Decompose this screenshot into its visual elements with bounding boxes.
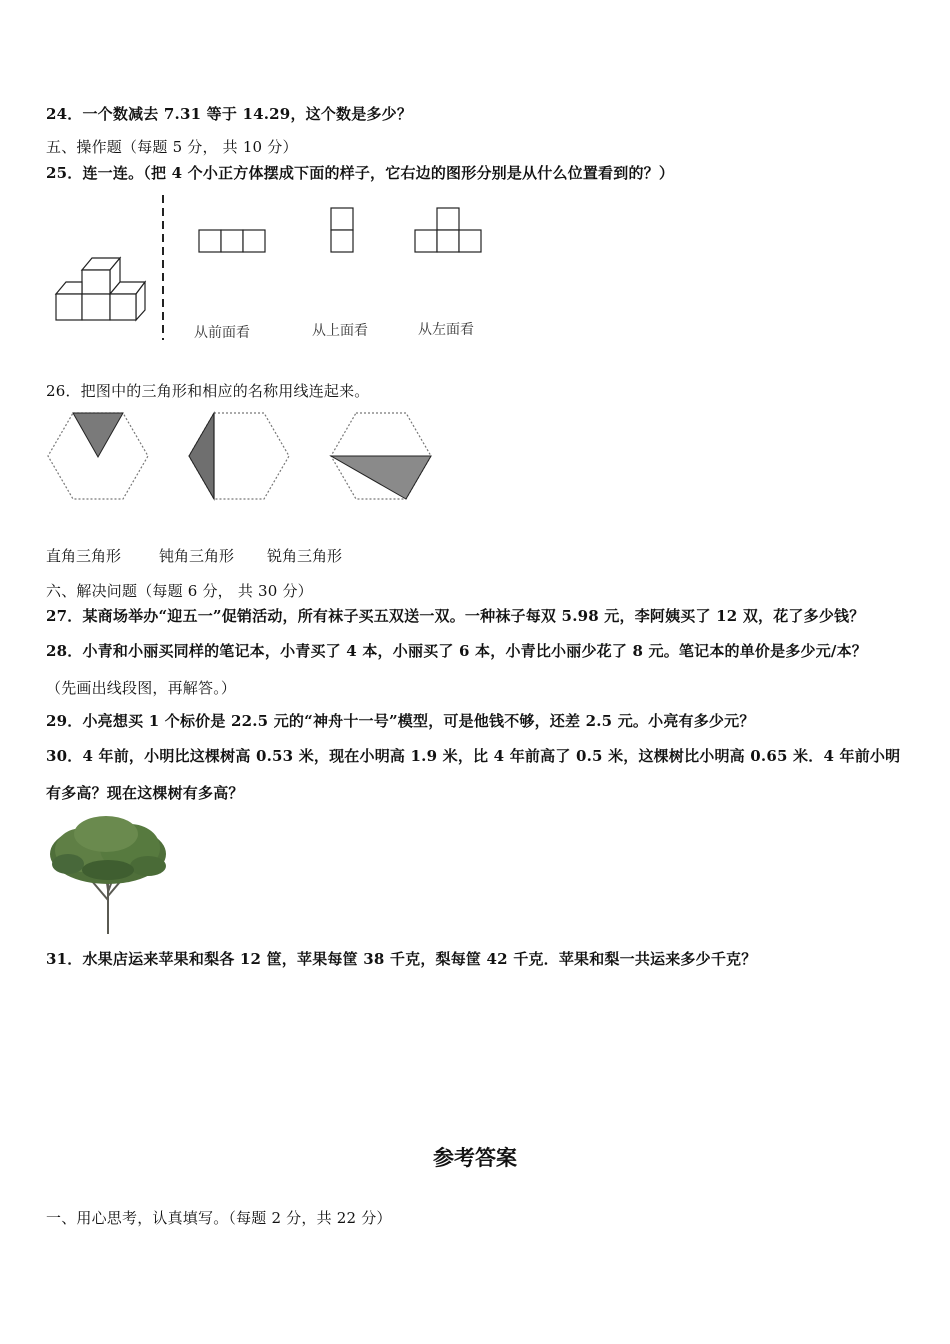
question-26: 26．把图中的三角形和相应的名称用线连起来。: [46, 382, 370, 400]
hexagon-triangle-2: [188, 412, 290, 500]
caption-top-view: 从上面看: [312, 323, 368, 339]
view-three-row: [199, 230, 265, 252]
question-28-note: （先画出线段图，再解答。）: [46, 679, 237, 697]
question-29: 29．小亮想买 1 个标价是 22.5 元的“神舟十一号”模型，可是他钱不够，还差 2.5 元。小亮有多少元？: [46, 712, 755, 730]
dashed-separator: [160, 195, 166, 340]
hexagon-triangle-1: [47, 412, 149, 500]
answers-title: 参考答案: [433, 1145, 517, 1170]
question-31: 31．水果店运来苹果和梨各 12 筐，苹果每筐 38 千克，梨每筐 42 千克．苹果和梨一共运来多少千克？: [46, 950, 757, 968]
question-25: 25．连一连。（把 4 个小正方体摆成下面的样子，它右边的图形分别是从什么位置看到的？）: [46, 164, 675, 182]
question-28: 28．小青和小丽买同样的笔记本，小青买了 4 本，小丽买了 6 本，小青比小丽少花了 8 元。笔记本的单价是多少元/本？: [46, 642, 868, 660]
view-t-shape: [415, 208, 481, 252]
label-obtuse-triangle: 钝角三角形: [159, 547, 235, 565]
section-6-heading: 六、解决问题（每题 6 分， 共 30 分）: [46, 582, 313, 600]
question-30-cont: 有多高？现在这棵树有多高？: [46, 784, 244, 802]
cube-stack-figure: [50, 250, 150, 325]
view-two-stacked: [331, 208, 353, 252]
hexagon-triangle-3: [330, 412, 432, 500]
caption-left-view: 从左面看: [418, 322, 474, 338]
label-right-triangle: 直角三角形: [46, 547, 122, 565]
tree-image: [48, 812, 173, 937]
section-5-heading: 五、操作题（每题 5 分， 共 10 分）: [46, 138, 298, 156]
caption-front-view: 从前面看: [194, 325, 250, 341]
question-24: 24．一个数减去 7.31 等于 14.29，这个数是多少？: [46, 105, 413, 123]
label-acute-triangle: 锐角三角形: [267, 547, 343, 565]
answers-section-1: 一、用心思考，认真填写。（每题 2 分，共 22 分）: [46, 1209, 392, 1227]
question-30: 30．4 年前，小明比这棵树高 0.53 米，现在小明高 1.9 米，比 4 年前高了 0.5 米，这棵树比小明高 0.65 米．4 年前小明: [46, 747, 901, 765]
question-27: 27．某商场举办“迎五一”促销活动，所有袜子买五双送一双。一种袜子每双 5.98 元，李阿姨买了 12 双，花了多少钱？: [46, 607, 865, 625]
